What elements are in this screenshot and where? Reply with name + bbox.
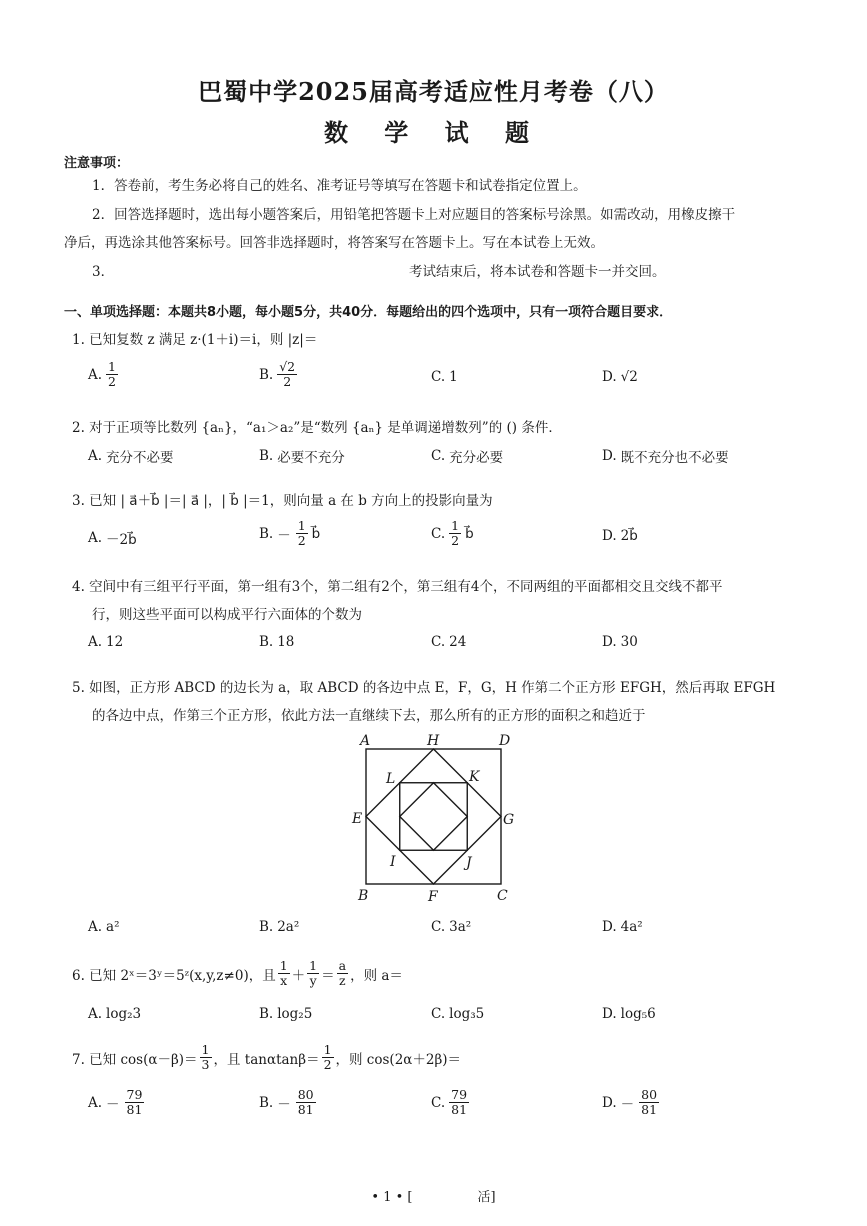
square-fourth (400, 783, 468, 851)
point-label-e: E (352, 811, 363, 827)
question-4-option-b (259, 634, 294, 650)
point-label-i: I (390, 854, 396, 870)
option-label: B. (259, 366, 274, 383)
fraction: $\frac{79}{81}$ (451, 1087, 468, 1117)
fraction: $\frac{1}{y}$ (309, 958, 318, 988)
question-5-stem-line-1: 5. 如图，正方形 ABCD 的边长为 a，取 ABCD 的各边中点 E，F，G，H 作第二个正方形 EFGH，然后再取 EFGH (72, 680, 776, 696)
option-label: A. (88, 634, 103, 650)
square-third (400, 783, 468, 851)
option-text: √2 (620, 369, 638, 385)
question-6-option-c (431, 1006, 484, 1022)
question-4-option-d (602, 634, 638, 650)
page-footer: • 1 • [ 㓉] (371, 1190, 496, 1205)
option-text: log₅6 (620, 1006, 656, 1022)
exam-subtitle: 数 学 试 题 (323, 118, 544, 147)
question-2-option-d (602, 446, 729, 466)
question-2-stem: 2. 对于正项等比数列 {aₙ}，“a₁＞a₂”是“数列 {aₙ} 是单调递增数列”的 () 条件． (72, 420, 562, 436)
option-label: D. (602, 919, 617, 935)
question-6-option-b (259, 1006, 312, 1022)
question-4-option-c (431, 634, 466, 650)
option-label: C. (431, 448, 446, 464)
fraction: $\frac{80}{81}$ (297, 1087, 314, 1117)
fraction: $\frac{1}{2}$ (451, 518, 460, 548)
question-4-stem-line-1: 4. 空间中有三组平行平面，第一组有3个，第二组有2个，第三组有4个，不同两组的平面都相交且交线不都平 (72, 579, 723, 595)
question-1-stem: 1. 已知复数 z 满足 z·(1＋i)＝i，则 |z|＝ (72, 332, 318, 348)
question-3-option-a (88, 528, 137, 548)
question-5-option-d (602, 919, 643, 935)
exam-title: 巴蜀中学2025届高考适应性月考卷（八） (198, 77, 669, 106)
option-text: 12 (106, 634, 124, 650)
point-label-c: C (497, 888, 508, 904)
option-label: D. (602, 634, 617, 650)
option-text: log₂3 (106, 1006, 142, 1022)
question-4-option-a (88, 634, 123, 650)
option-label: B. (259, 919, 274, 935)
question-5-option-b (259, 919, 299, 935)
option-label: C. (431, 1094, 446, 1111)
point-label-b: B (358, 888, 369, 904)
option-text: 2b⃗ (620, 528, 638, 544)
fraction: $\frac{1}{2}$ (297, 518, 306, 548)
point-label-f: F (428, 889, 438, 905)
point-label-a: A (360, 733, 371, 749)
question-6-option-a (88, 1006, 141, 1022)
notice-item-3-text: 考试结束后，将本试卷和答题卡一并交回。 (409, 264, 666, 280)
fraction: $\frac{1}{x}$ (279, 958, 288, 988)
option-text: 既不充分也不必要 (620, 450, 729, 466)
option-text: a² (106, 919, 120, 935)
option-label: B. (259, 525, 274, 542)
question-6-stem: 6. 已知 2ˣ＝3ʸ＝5ᶻ(x,y,z≠0)，且 $\frac{1}{x}$ ＋ $\frac{1}{y}$ ＝ $\frac{a}{z}$ ，则 a＝ (72, 958, 403, 988)
option-label: A. (88, 448, 103, 464)
notice-heading: 注意事项： (64, 156, 130, 171)
notice-item-1: 1．答卷前，考生务必将自己的姓名、准考证号等填写在答题卡和试卷指定位置上。 (92, 178, 587, 194)
option-label: C. (431, 369, 446, 385)
question-3-option-b: B. － $\frac{1}{2}$ b⃗ (259, 518, 321, 548)
option-label: D. (602, 369, 617, 385)
question-2-option-c (431, 446, 503, 466)
question-3-stem: 3. 已知 | a⃗＋b⃗ |＝| a⃗ |，| b⃗ |＝1，则向量 a 在 b 方向上的投影向量为 (72, 493, 493, 509)
question-4-stem-line-2: 行，则这些平面可以构成平行六面体的个数为 (92, 607, 362, 623)
question-1-option-a (88, 360, 118, 389)
option-label: C. (431, 525, 446, 542)
option-text: log₂5 (277, 1006, 313, 1022)
fraction: $\frac{79}{81}$ (126, 1087, 143, 1117)
option-text: log₃5 (449, 1006, 485, 1022)
question-3-option-c: C. $\frac{1}{2}$ b⃗ (431, 518, 474, 548)
option-label: A. (88, 530, 103, 546)
question-5-stem-line-2: 的各边中点，作第三个正方形，依此方法一直继续下去，那么所有的正方形的面积之和趋近于 (92, 708, 646, 724)
question-5-option-c (431, 919, 471, 935)
point-label-j: J (466, 855, 472, 871)
point-label-k: K (469, 769, 480, 785)
option-text: 1 (449, 369, 458, 385)
fraction: $\frac{1}{2}$ (323, 1042, 332, 1072)
fraction: $\frac{80}{81}$ (641, 1087, 658, 1117)
option-label: D. (602, 1094, 617, 1111)
point-label-d: D (499, 733, 511, 749)
square-abcd (366, 749, 501, 884)
option-label: B. (259, 448, 274, 464)
option-text: 18 (277, 634, 295, 650)
question-7-option-c (431, 1088, 469, 1117)
notice-item-3-number: 3． (92, 264, 115, 280)
fraction: $\frac{√2}{2}$ (279, 359, 296, 389)
option-label: C. (431, 919, 446, 935)
option-label: A. (88, 919, 103, 935)
option-text: 必要不充分 (277, 450, 345, 466)
option-label: C. (431, 634, 446, 650)
option-label: A. (88, 1094, 103, 1111)
option-label: A. (88, 1006, 103, 1022)
option-label: D. (602, 448, 617, 464)
option-label: B. (259, 634, 274, 650)
option-text: 4a² (620, 919, 643, 935)
option-text: 充分必要 (449, 450, 504, 466)
option-label: C. (431, 1006, 446, 1022)
option-label: A. (88, 366, 103, 383)
question-1-option-c (431, 369, 458, 385)
option-label: D. (602, 528, 617, 544)
question-3-option-d (602, 528, 638, 544)
option-text: 30 (620, 634, 638, 650)
option-text: －2b⃗ (106, 532, 137, 548)
option-label: B. (259, 1006, 274, 1022)
question-2-option-b (259, 446, 345, 466)
question-6-option-d (602, 1006, 656, 1022)
question-2-option-a (88, 446, 174, 466)
fraction: $\frac{1}{3}$ (201, 1042, 210, 1072)
point-label-h: H (427, 733, 440, 749)
section-heading: 一、单项选择题：本题共8小题，每小题5分，共40分．每题给出的四个选项中，只有一项符合题目要求． (64, 305, 673, 320)
notice-item-2-line-2: 净后，再选涂其他答案标号。回答非选择题时，将答案写在答题卡上。写在本试卷上无效。 (64, 235, 604, 251)
option-text: 充分不必要 (106, 450, 174, 466)
question-5-option-a (88, 919, 120, 935)
option-label: B. (259, 1094, 274, 1111)
question-1-option-d (602, 369, 638, 385)
square-efgh (366, 749, 501, 884)
nested-squares-figure (345, 728, 525, 908)
notice-item-2-line-1: 2．回答选择题时，选出每小题答案后，用铅笔把答题卡上对应题目的答案标号涂黑。如需改动，用橡皮擦干 (92, 207, 736, 223)
option-label: D. (602, 1006, 617, 1022)
question-1-option-b (259, 360, 297, 389)
option-text: 2a² (277, 919, 300, 935)
fraction: $\frac{a}{z}$ (338, 958, 347, 988)
option-text: 3a² (449, 919, 472, 935)
fraction: $\frac{1}{2}$ (108, 359, 116, 389)
question-7-option-a: A. － $\frac{79}{81}$ (88, 1087, 143, 1117)
question-7-option-b: B. － $\frac{80}{81}$ (259, 1087, 314, 1117)
question-7-stem: 7. 已知 cos(α－β)＝ $\frac{1}{3}$ ，且 tanαtanβ＝ $\frac{1}{2}$ ，则 cos(2α＋2β)＝ (72, 1042, 462, 1072)
question-7-option-d: D. － $\frac{80}{81}$ (602, 1087, 658, 1117)
point-label-g: G (503, 812, 515, 828)
point-label-l: L (386, 771, 396, 787)
option-text: 24 (449, 634, 467, 650)
